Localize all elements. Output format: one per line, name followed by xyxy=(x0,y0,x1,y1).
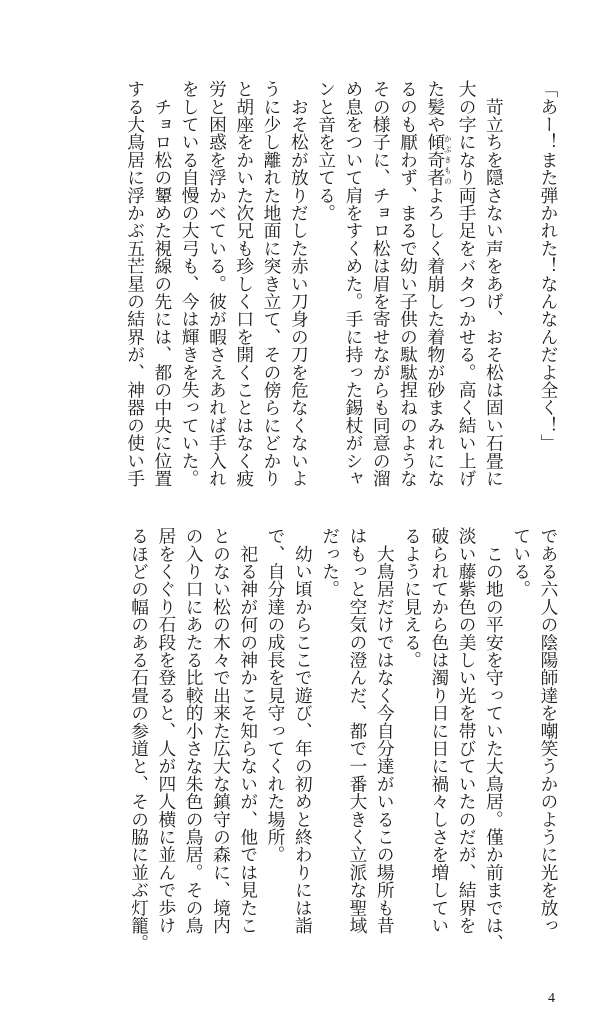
text-line: 幼い頃からここで遊び、年の初めと終わりには詣 xyxy=(292,527,313,935)
text-line: 大鳥居だけではなく今自分達がいるこの場所も昔 xyxy=(374,527,395,935)
text-line: と胡座をかいた次兄も珍しく口を開くことはなく疲 xyxy=(233,80,254,488)
text-segment: た髪や xyxy=(424,80,445,134)
text-line: 労と困惑を浮かべている。彼が暇さえあれば手入れ xyxy=(206,80,227,488)
ruby-reading: かぶきもの xyxy=(443,133,453,187)
blank-line xyxy=(506,80,533,492)
text-line: 「あー！また弾かれた！なんなんだよ全く！」 xyxy=(538,80,558,452)
text-line: 苛立ちを隠さない声をあげ、おそ松は固い石畳に xyxy=(483,80,504,488)
text-line: だった。 xyxy=(319,527,340,598)
text-line: うに少し離れた地面に突き立て、その傍らにどかり xyxy=(261,80,282,488)
text-line: はもっと空気の澄んだ、都で一番大きく立派な聖域 xyxy=(346,527,367,935)
text-line: るのも厭わず、まるで幼い子供の駄駄捏ねのような xyxy=(397,80,418,488)
text-line: とのない松の木々で出来た広大な鎮守の森に、境内 xyxy=(210,527,231,935)
text-line: め息をついて肩をすくめた。手に持った錫杖がシャ xyxy=(342,80,363,488)
text-line: 大の字になり両手足をバタつかせる。高く結い上げ xyxy=(456,80,477,488)
text-block-bottom xyxy=(124,527,561,952)
text-line: その様子に、チョロ松は眉を寄せながらも同意の溜 xyxy=(370,80,391,488)
text-line: この地の平安を守っていた大鳥居。僅か前までは、 xyxy=(483,527,504,952)
text-line: 破られてから色は濁り日に日に禍々しさを増してい xyxy=(428,527,449,935)
text-line-with-ruby xyxy=(421,80,452,492)
text-line: をしている自慢の大弓も、今は輝きを失っていた。 xyxy=(179,80,200,488)
text-block-top xyxy=(120,80,561,492)
text-line: るほどの幅のある石畳の参道と、その脇に並ぶ灯籠。 xyxy=(128,527,149,952)
text-segment: よろしく着崩した着物が砂まみれにな xyxy=(424,186,445,488)
text-line: 祀る神が何の神かこそ知らないが、他では見たこ xyxy=(237,527,258,935)
ruby-annotation xyxy=(424,133,453,187)
text-line: する大鳥居に浮かぶ五芒星の結界が、神器の使い手 xyxy=(124,80,145,488)
text-line: ている。 xyxy=(510,527,531,598)
text-line: 淡い藤紫色の美しい光を帯びていたのだが、結界を xyxy=(456,527,477,935)
text-line: ンと音を立てる。 xyxy=(315,80,336,222)
ruby-base: 傾奇者 xyxy=(424,133,445,187)
text-line: である六人の陰陽師達を嘲笑うかのように光を放っ xyxy=(538,527,558,935)
text-line: チョロ松の顰めた視線の先には、都の中央に位置 xyxy=(151,80,172,488)
text-line: るように見える。 xyxy=(401,527,422,669)
text-line: で、自分達の成長を見守ってくれた場所。 xyxy=(265,527,286,864)
text-line: 居をくぐり石段を登ると、人が四人横に並んで歩け xyxy=(155,527,176,935)
text-line: おそ松が放りだした赤い刀身の刀を危なくないよ xyxy=(288,80,309,488)
page-number: 4 xyxy=(548,991,555,1006)
text-line: の入り口にあたる比較的小さな朱色の鳥居。その鳥 xyxy=(183,527,204,935)
